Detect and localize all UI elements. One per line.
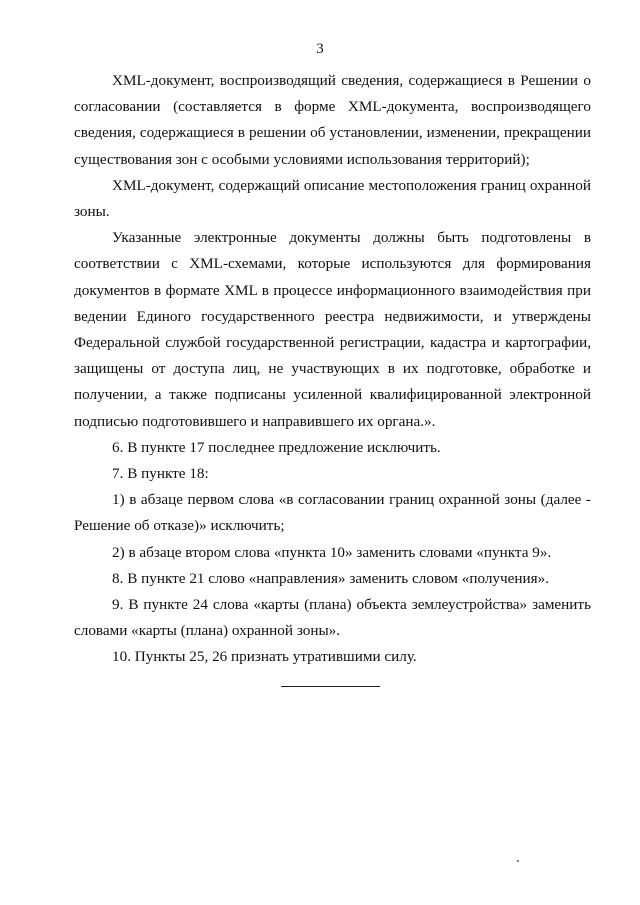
paragraph-item-7-1: 1) в абзаце первом слова «в согласовании границ охранной зоны (далее - Решение об отказе)» исключить; — [74, 491, 591, 535]
closing-divider — [281, 686, 380, 687]
document-body — [74, 68, 591, 671]
paragraph-item-6: 6. В пункте 17 последнее предложение исключить. — [112, 438, 441, 456]
paragraph-item-7: 7. В пункте 18: — [112, 465, 209, 483]
paragraph-xml-decision: XML-документ, воспроизводящий сведения, содержащиеся в Решении о согласовании (составляется в форме XML-документа, воспроизводящего сведения, содержащиеся в решении об установлении, изменении, прекращении существования зон с особыми условиями использования территорий); — [74, 72, 591, 168]
paragraph-item-8: 8. В пункте 21 слово «направления» заменить словом «получения». — [112, 569, 550, 587]
paragraph-item-10: 10. Пункты 25, 26 признать утратившими силу. — [112, 648, 417, 666]
paragraph-xml-boundaries: XML-документ, содержащий описание местоположения границ охранной зоны. — [74, 176, 591, 221]
paragraph-item-9: 9. В пункте 24 слова «карты (плана) объекта землеустройства» заменить словами «карты (плана) охранной зоны». — [74, 596, 591, 640]
paragraph-electronic-documents: Указанные электронные документы должны быть подготовлены в соответствии с XML-схемами, которые используются для формирования документов в формате XML в процессе информационного взаимодействия при ведении Единого государственного реестра недвижимости, и утверждены Федеральной службой государственной регистрации, кадастра и картографии, защищены от доступа лиц, не участвующих в их подготовке, обработке и получении, а также подписаны усиленной квалифицированной электронной подписью подготовившего и направившего их органа.». — [74, 229, 591, 430]
scan-speck — [517, 860, 519, 862]
paragraph-item-7-2: 2) в абзаце втором слова «пункта 10» заменить словами «пункта 9». — [112, 543, 552, 561]
page-number: 3 — [316, 41, 324, 57]
